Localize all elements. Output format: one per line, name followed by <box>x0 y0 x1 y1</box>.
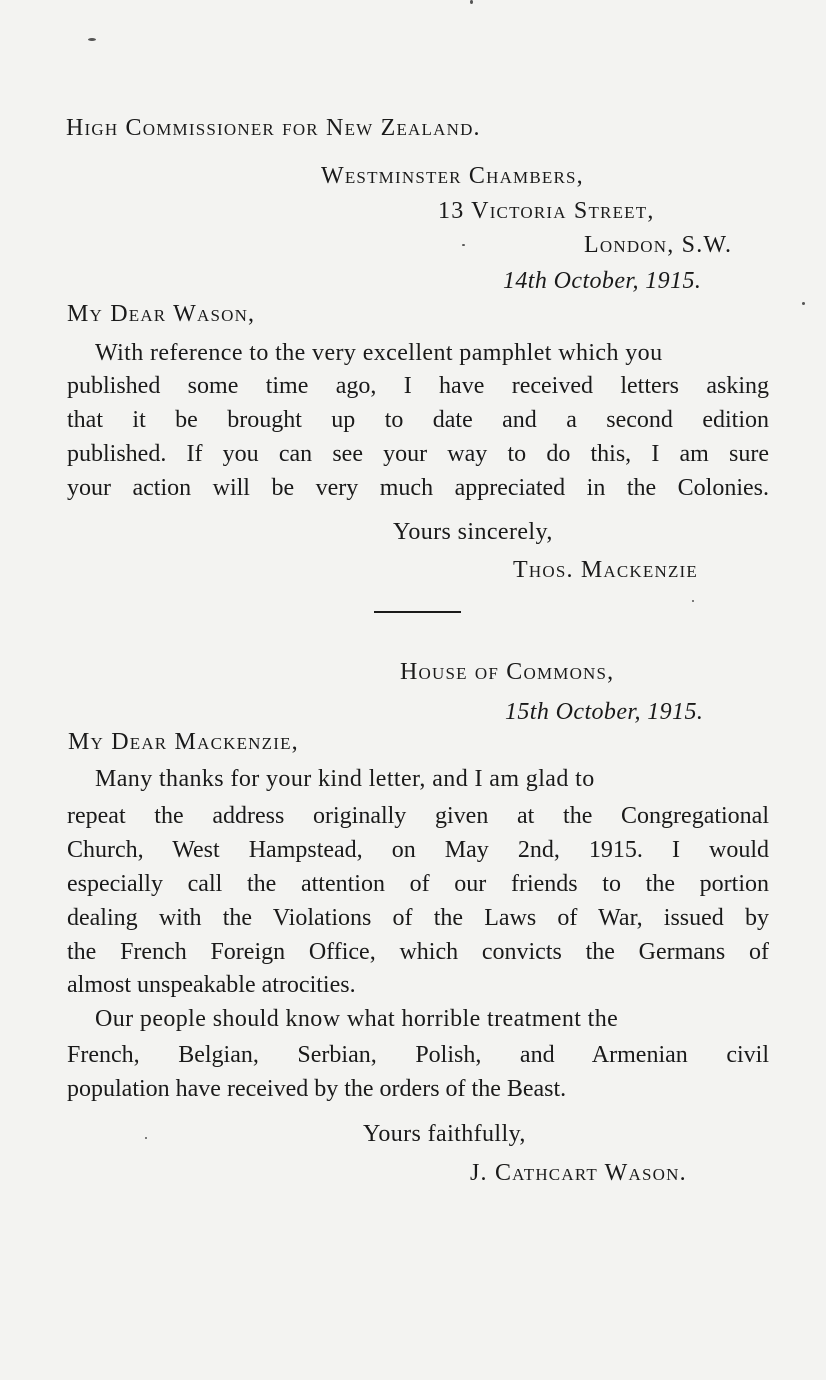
letter1-body-line: that it be brought up to date and a second edition <box>67 407 769 433</box>
address-line-2: 13 Victoria Street, <box>438 198 655 224</box>
letter2-closing: Yours faithfully, <box>363 1121 526 1147</box>
letter2-body-line: the French Foreign Office, which convicts the Germans of <box>67 939 769 965</box>
letter2-body-line: repeat the address originally given at the Congregational <box>67 803 769 829</box>
letter2-body-line: Our people should know what horrible treatment the <box>95 1006 619 1032</box>
scan-speck <box>802 302 805 305</box>
letter2-body-line: almost unspeakable atrocities. <box>67 972 356 998</box>
letter2-signature: J. Cathcart Wason. <box>470 1160 687 1186</box>
letter1-salutation: My Dear Wason, <box>67 301 256 327</box>
scan-speck <box>145 1137 147 1139</box>
letter2-body-line: French, Belgian, Serbian, Polish, and Armenian civil <box>67 1042 769 1068</box>
letter1-date: 14th October, 1915. <box>503 268 702 294</box>
letter2-address: House of Commons, <box>400 659 615 685</box>
scan-speck <box>470 0 473 4</box>
letter2-body-line: especially call the attention of our friends to the portion <box>67 871 769 897</box>
scan-speck <box>462 244 465 246</box>
address-line-1: Westminster Chambers, <box>321 163 584 189</box>
letter1-body-line: published. If you can see your way to do this, I am sure <box>67 441 769 467</box>
scan-speck <box>692 600 694 602</box>
letter2-salutation: My Dear Mackenzie, <box>68 729 299 755</box>
letter2-body-line: Many thanks for your kind letter, and I am glad to <box>95 766 595 792</box>
letter1-body-line: your action will be very much appreciated in the Colonies. <box>67 475 769 501</box>
sender-office: High Commissioner for New Zealand. <box>66 115 481 141</box>
address-line-3: London, S.W. <box>584 232 733 258</box>
letter1-signature: Thos. Mackenzie <box>513 557 698 583</box>
scan-speck <box>88 38 96 41</box>
section-divider <box>374 611 461 613</box>
letter1-closing: Yours sincerely, <box>393 519 553 545</box>
letter2-body-line: Church, West Hampstead, on May 2nd, 1915. I would <box>67 837 769 863</box>
letter1-body-line: With reference to the very excellent pamphlet which you <box>95 340 663 366</box>
letter2-body-line: dealing with the Violations of the Laws of War, issued by <box>67 905 769 931</box>
letter2-date: 15th October, 1915. <box>505 699 704 725</box>
letter2-body-line: population have received by the orders of the Beast. <box>67 1076 567 1102</box>
letter1-body-line: published some time ago, I have received letters asking <box>67 373 769 399</box>
